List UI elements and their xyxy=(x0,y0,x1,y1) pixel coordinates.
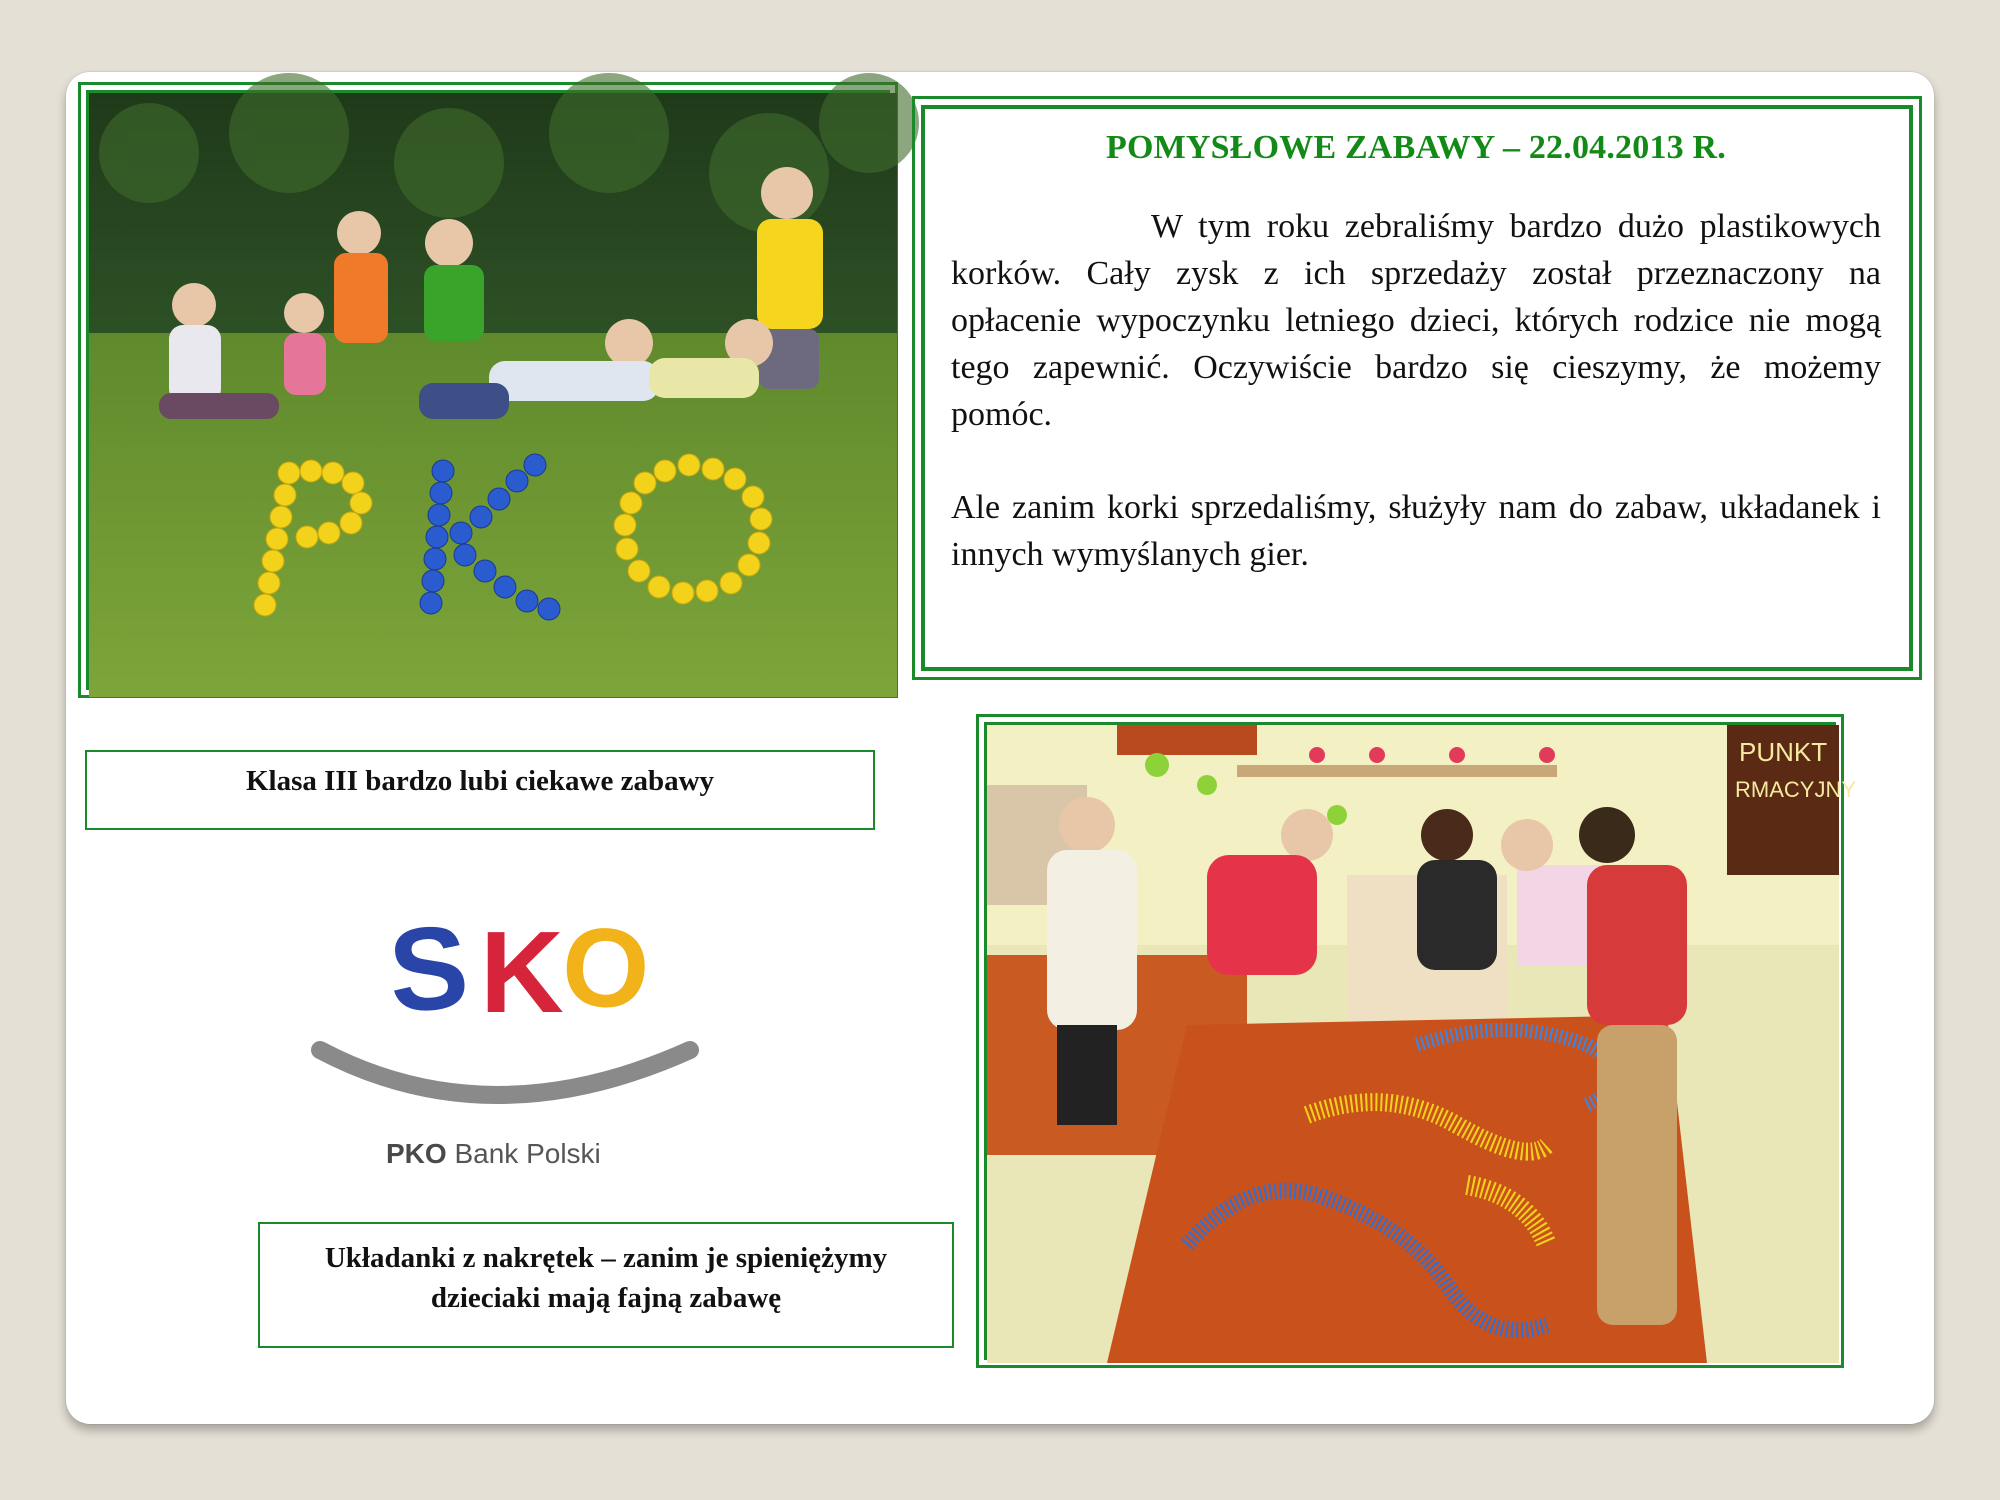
article-title: POMYSŁOWE ZABAWY – 22.04.2013 R. xyxy=(1105,129,1726,166)
logo-letter-s: S xyxy=(384,900,473,1038)
sign-line-2: RMACYJNY xyxy=(1735,777,1857,802)
caption-class-three: Klasa III bardzo lubi ciekawe zabawy xyxy=(85,750,875,830)
logo-smile-curve xyxy=(320,1050,690,1095)
photo-kids-pko xyxy=(78,82,898,698)
article-paragraph-1: W tym roku zebraliśmy bardzo dużo plastikowych korków. Cały zysk z ich sprzedaży został przeznaczony na opłacenie wypoczynku letniego dzieci, których rodzice nie mogą tego zapewnić. Oczywiście bardzo się cieszymy, że możemy pomóc. xyxy=(951,208,1881,433)
article-box xyxy=(912,96,1922,680)
photo-girls-table xyxy=(976,714,1857,1368)
logo-letter-o: O xyxy=(557,902,654,1034)
caption-cap-puzzles-line-1: Układanki z nakrętek – zanim je spieniężymy xyxy=(324,1242,888,1274)
caption-cap-puzzles-line-2: dzieciaki mają fajną zabawę xyxy=(430,1282,782,1314)
logo-letter-k: K xyxy=(480,907,564,1037)
pko-bank-polski-label: PKO Bank Polski xyxy=(386,1138,601,1169)
sign-line-1: PUNKT xyxy=(1739,737,1828,767)
article-inner-frame xyxy=(921,105,1913,671)
article-paragraph-2: Ale zanim korki sprzedaliśmy, służyły nam do zabaw, układanek i innych wymyślanych gier. xyxy=(951,489,1881,573)
photo-kids-pko-image xyxy=(89,93,897,697)
caption-cap-puzzles xyxy=(258,1222,954,1348)
photo-girls-table-image xyxy=(987,725,1857,1363)
